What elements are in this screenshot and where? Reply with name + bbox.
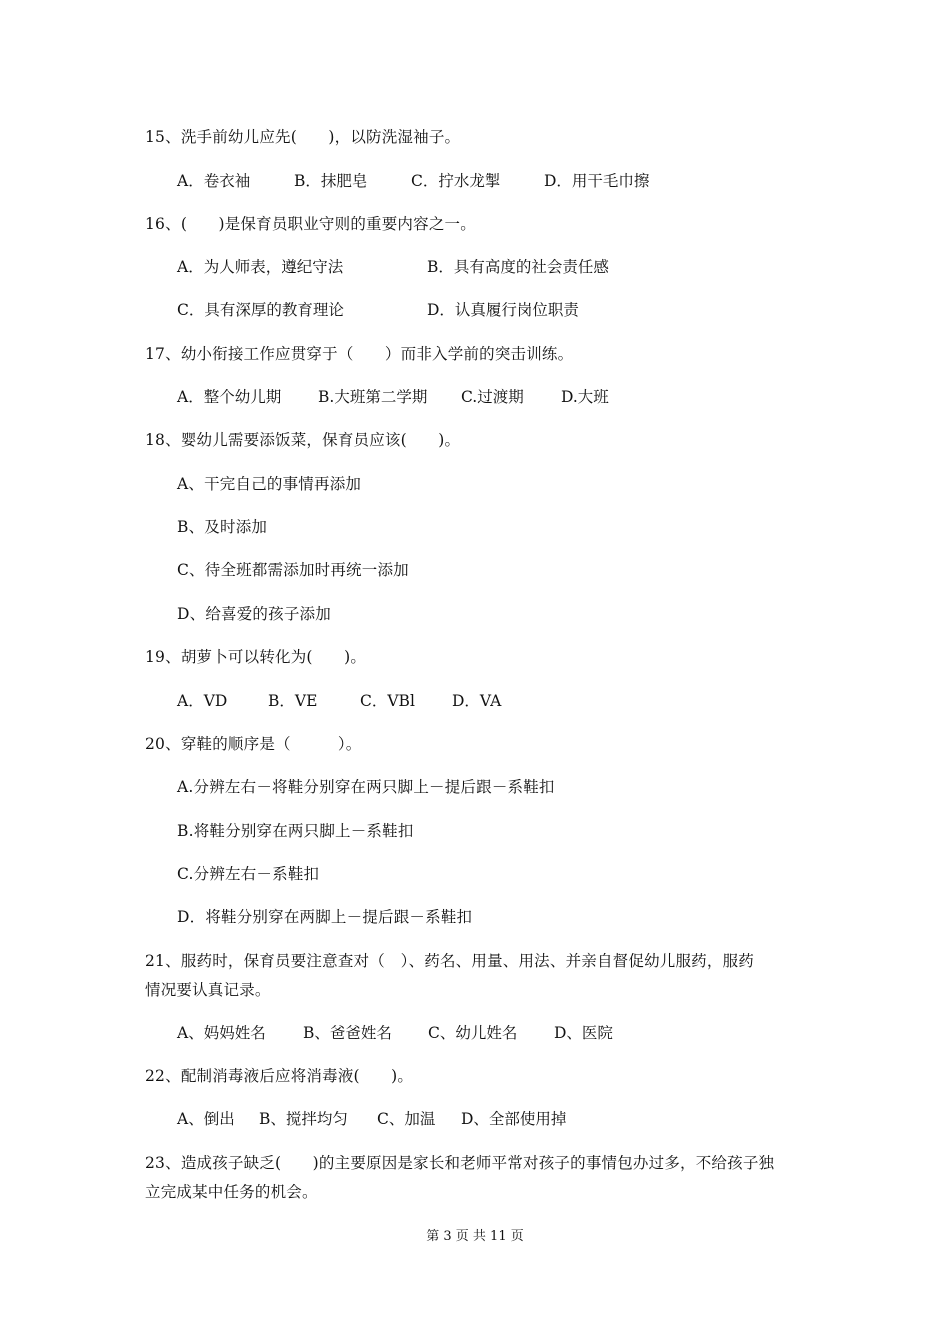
option-c: C．具有深厚的教育理论	[177, 301, 344, 319]
option-c: C、加温	[377, 1110, 436, 1128]
option-c: C.过渡期	[461, 388, 524, 406]
question-19-options	[177, 690, 737, 712]
question-18-option-a: A、干完自己的事情再添加	[177, 475, 362, 493]
question-15-stem: 15、洗手前幼儿应先( )，以防洗湿袖子。	[145, 128, 461, 146]
option-b: B．抹肥皂	[294, 172, 368, 190]
question-17-stem: 17、幼小衔接工作应贯穿于（ ）而非入学前的突击训练。	[145, 345, 574, 363]
option-a: A、倒出	[177, 1110, 235, 1128]
option-b: B、搅拌均匀	[259, 1110, 348, 1128]
question-23-stem-line2: 立完成某中任务的机会。	[145, 1183, 318, 1201]
question-21-stem-line2: 情况要认真记录。	[145, 981, 271, 999]
question-16-stem: 16、( )是保育员职业守则的重要内容之一。	[145, 215, 476, 233]
question-20-stem: 20、穿鞋的顺序是（ ）。	[145, 735, 362, 753]
option-d: D、全部使用掉	[461, 1110, 567, 1128]
option-c: C．拧水龙掣	[411, 172, 501, 190]
option-b: B.大班第二学期	[318, 388, 428, 406]
page-number-footer: 第 3 页 共 11 页	[426, 1229, 524, 1244]
question-20-option-b: B.将鞋分别穿在两只脚上－系鞋扣	[177, 822, 414, 840]
option-d: D．认真履行岗位职责	[427, 301, 579, 319]
question-20-option-a: A.分辨左右－将鞋分别穿在两只脚上－提后跟－系鞋扣	[177, 778, 555, 796]
question-23-stem-line1: 23、造成孩子缺乏( )的主要原因是家长和老师平常对孩子的事情包办过多，不给孩子独	[145, 1154, 775, 1172]
option-b: B．VE	[268, 692, 318, 710]
question-21-stem-line1: 21、服药时，保育员要注意查对（ ）、药名、用量、用法、并亲自督促幼儿服药，服药	[145, 952, 754, 970]
option-d: D．用干毛巾擦	[544, 172, 650, 190]
option-d: D、医院	[554, 1024, 613, 1042]
question-18-stem: 18、婴幼儿需要添饭菜，保育员应该( )。	[145, 431, 461, 449]
question-17-options	[177, 386, 737, 408]
option-b: B、爸爸姓名	[303, 1024, 392, 1042]
option-a: A．VD	[177, 692, 228, 710]
question-21-options	[177, 1022, 737, 1044]
question-20-option-c: C.分辨左右－系鞋扣	[177, 865, 320, 883]
option-a: A．为人师表，遵纪守法	[177, 258, 344, 276]
option-d: D.大班	[561, 388, 609, 406]
question-15-options	[177, 170, 737, 192]
option-a: A．整个幼儿期	[177, 388, 282, 406]
question-22-stem: 22、配制消毒液后应将消毒液( )。	[145, 1067, 414, 1085]
option-a: A．卷衣袖	[177, 172, 251, 190]
question-19-stem: 19、胡萝卜可以转化为( )。	[145, 648, 367, 666]
question-18-option-c: C、待全班都需添加时再统一添加	[177, 561, 409, 579]
question-18-option-d: D、给喜爱的孩子添加	[177, 605, 331, 623]
question-20-option-d: D．将鞋分别穿在两脚上－提后跟－系鞋扣	[177, 908, 473, 926]
option-c: C、幼儿姓名	[428, 1024, 518, 1042]
option-b: B．具有高度的社会责任感	[427, 258, 609, 276]
question-16-options-row1	[177, 256, 737, 278]
option-c: C．VBl	[360, 692, 415, 710]
question-18-option-b: B、及时添加	[177, 518, 268, 536]
question-22-options	[177, 1108, 737, 1130]
question-16-options-row2	[177, 299, 737, 321]
option-d: D．VA	[452, 692, 502, 710]
option-a: A、妈妈姓名	[177, 1024, 266, 1042]
